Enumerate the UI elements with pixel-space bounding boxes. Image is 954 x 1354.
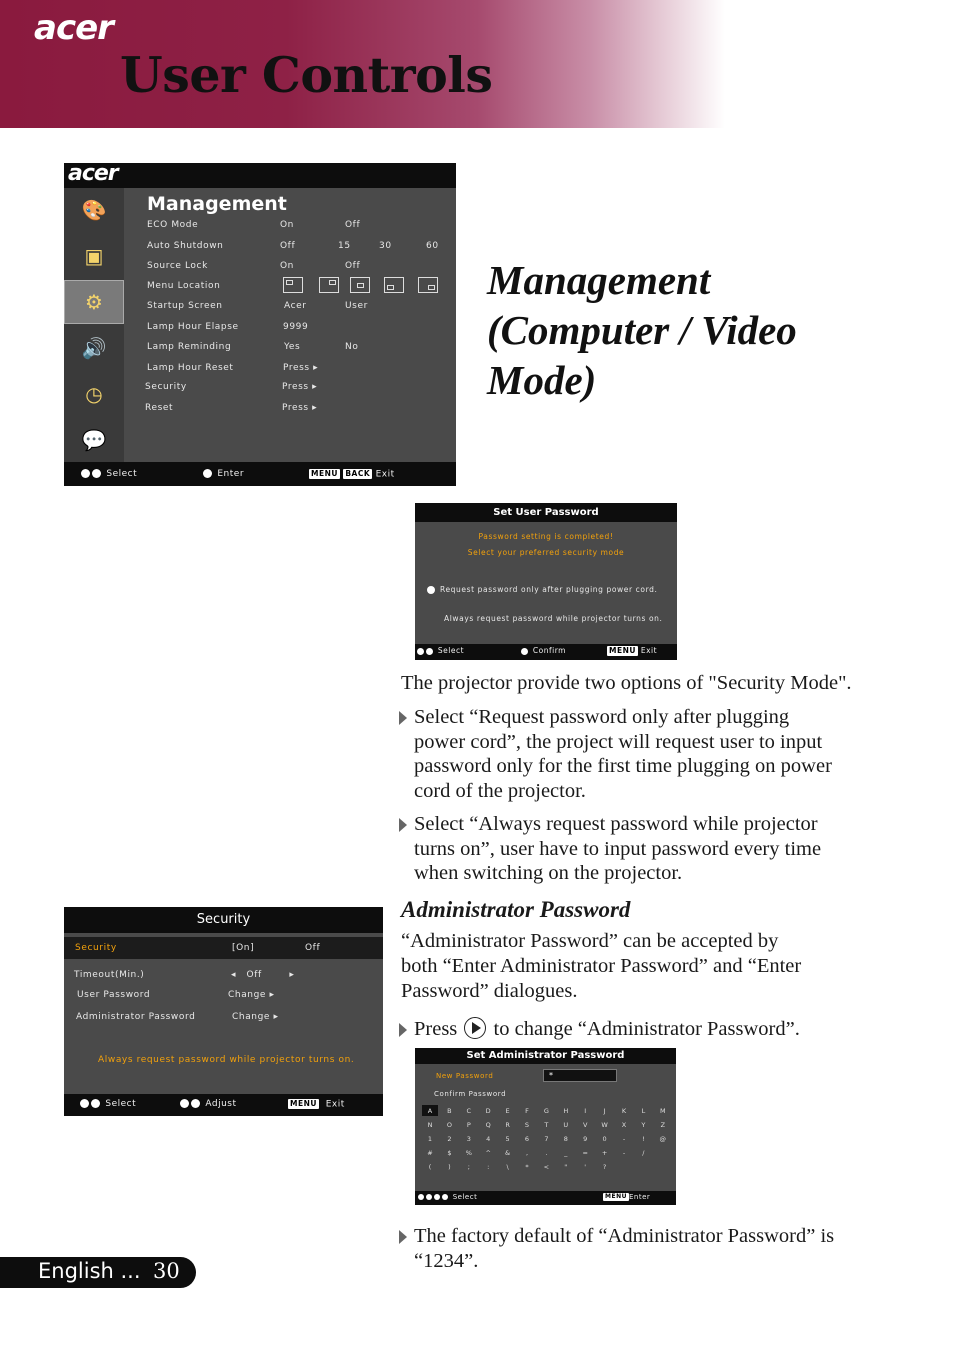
keyboard-key: " — [564, 1163, 568, 1171]
keyboard-key: ! — [642, 1135, 645, 1143]
row-lampreminding-yes: Yes — [284, 342, 301, 352]
keyboard-key: % — [465, 1149, 472, 1157]
row-autoshutdown-v2: 15 — [338, 241, 351, 251]
keyboard-key: 1 — [427, 1135, 433, 1143]
keyboard-key: L — [641, 1107, 646, 1115]
security-label: Security — [75, 943, 117, 953]
keyboard-key: I — [584, 1107, 587, 1115]
keyboard-key: W — [601, 1121, 608, 1129]
section-title: Management (Computer / Video Mode) — [487, 257, 797, 403]
security-osd — [64, 907, 383, 1116]
hint-enter: MENU Enter — [605, 1193, 651, 1201]
row-reset-press: Press ▸ — [282, 403, 318, 413]
nav-icon — [426, 1194, 432, 1200]
management-tools-icon: ⚙ — [64, 280, 124, 324]
row-autoshutdown-label: Auto Shutdown — [147, 241, 224, 251]
keyboard-key: J — [603, 1107, 606, 1115]
keyboard-key: H — [563, 1107, 569, 1115]
leftright-icon — [191, 1099, 200, 1108]
row-lampreminding-no: No — [345, 342, 359, 352]
nav-icon — [418, 1194, 424, 1200]
row-autoshutdown-v3: 30 — [379, 241, 392, 251]
keyboard-key: Y — [641, 1121, 646, 1129]
keyboard-key: O — [446, 1121, 452, 1129]
osd-title: Set User Password — [415, 503, 677, 522]
osd-top-bar — [64, 163, 456, 188]
keyboard-key: C — [466, 1107, 472, 1115]
security-off: Off — [305, 943, 321, 953]
osd-bottom-bar — [64, 462, 456, 486]
bullet-2: Select “Always request password while projector turns on”, user have to input password every time when switching on the projector. — [414, 813, 822, 884]
keyboard-key: & — [505, 1149, 511, 1157]
keyboard-key: 2 — [447, 1135, 452, 1143]
page-number: 30 — [153, 1259, 180, 1283]
keyboard-key: @ — [659, 1135, 667, 1143]
keyboard-key: U — [563, 1121, 569, 1129]
hint-exit: MENU Exit — [609, 646, 658, 655]
hint-select: Select — [81, 469, 137, 479]
keyboard-key: ( — [428, 1163, 432, 1171]
management-osd-screenshot — [64, 163, 456, 486]
osd-sidebar — [64, 188, 124, 462]
brand-logo: acer — [34, 8, 113, 48]
row-sourcelock-on: On — [280, 261, 294, 271]
keyboard-key: ^ — [485, 1149, 491, 1157]
row-eco-label: ECO Mode — [147, 220, 199, 230]
osd-brand-logo: acer — [68, 161, 118, 186]
speaker-icon: 🔊 — [81, 336, 107, 360]
hint-adjust: Adjust — [180, 1099, 237, 1109]
keyboard-key: 4 — [486, 1135, 491, 1143]
row-eco-on: On — [280, 220, 294, 230]
keyboard-key: . — [545, 1149, 548, 1157]
security-option-1: Request password only after plugging power cord. — [427, 585, 657, 594]
updown-icon — [80, 1099, 89, 1108]
keyboard-key: : — [487, 1163, 490, 1171]
keyboard-key: S — [524, 1121, 530, 1129]
intro-text: The projector provide two options of "Security Mode". — [401, 672, 852, 694]
keyboard-key: E — [505, 1107, 510, 1115]
keyboard-key: * — [525, 1163, 529, 1171]
keyboard-key: \ — [506, 1163, 509, 1171]
row-lampreset-label: Lamp Hour Reset — [147, 363, 234, 373]
menu-location-topleft-icon — [283, 277, 303, 293]
factory-default-note: The factory default of “Administrator Password” is “1234”. — [414, 1225, 835, 1272]
keyboard-key: Z — [660, 1121, 666, 1129]
keyboard-key: ; — [467, 1163, 470, 1171]
row-lampreset-press: Press ▸ — [283, 363, 319, 373]
hint-confirm: Confirm — [521, 646, 566, 655]
bullet-1: Select “Request password only after plugging power cord”, the project will request user to input password only for the first time plugging on power cord of the projector. — [414, 706, 832, 802]
keyboard-key: M — [659, 1107, 666, 1115]
user-password-change: Change ▸ — [228, 990, 275, 1000]
keyboard-key: 5 — [505, 1135, 510, 1143]
picture-icon: ▣ — [84, 244, 104, 268]
admin-password-change: Change ▸ — [232, 1012, 279, 1022]
admin-password-label: Administrator Password — [76, 1012, 196, 1022]
timeout-value: ◂ Off ▸ — [231, 970, 295, 980]
keyboard-key: $ — [447, 1149, 452, 1157]
keyboard-key: - — [622, 1149, 626, 1157]
keyboard-key: 0 — [602, 1135, 607, 1143]
page-title: User Controls — [120, 46, 493, 104]
hint-select: Select — [418, 1193, 477, 1201]
keyboard-key: D — [485, 1107, 491, 1115]
row-sourcelock-off: Off — [345, 261, 361, 271]
row-startup-acer: Acer — [284, 301, 307, 311]
right-icon — [203, 469, 212, 478]
keyboard-key: 3 — [466, 1135, 471, 1143]
bullet-arrow-icon — [399, 711, 407, 725]
keyboard-key: B — [447, 1107, 452, 1115]
keyboard-key: X — [621, 1121, 627, 1129]
row-reset-label: Reset — [145, 403, 174, 413]
osd-bottom-bar — [415, 1191, 676, 1205]
select-mode-msg: Select your preferred security mode — [467, 548, 625, 557]
admin-press-instruction: Press to change “Administrator Password”. — [414, 1018, 800, 1040]
keyboard-key: A — [427, 1107, 433, 1115]
menu-location-center-icon — [350, 277, 370, 293]
hint-exit: MENU BACK Exit — [311, 469, 395, 480]
admin-paragraph: “Administrator Password” can be accepted by both “Enter Administrator Password” and “Enter Password” dialogues. — [401, 930, 802, 1002]
keyboard-key: N — [427, 1121, 433, 1129]
new-password-field: * — [543, 1069, 617, 1082]
keyboard-key: T — [544, 1121, 549, 1129]
row-lampelapse-value: 9999 — [283, 322, 309, 332]
osd-title: Set Administrator Password — [415, 1048, 676, 1064]
set-user-password-osd — [415, 503, 677, 660]
row-eco-off: Off — [345, 220, 361, 230]
user-password-label: User Password — [77, 990, 151, 1000]
right-icon — [521, 648, 528, 655]
keyboard-key: _ — [564, 1149, 568, 1157]
row-lampelapse-label: Lamp Hour Elapse — [147, 322, 239, 332]
nav-icon — [442, 1194, 448, 1200]
keyboard-key: R — [505, 1121, 510, 1129]
language-icon: 💬 — [81, 428, 107, 452]
nav-icon — [434, 1194, 440, 1200]
leftright-icon — [180, 1099, 189, 1108]
updown-icon — [91, 1099, 100, 1108]
osd-bottom-bar — [415, 644, 677, 660]
keyboard-key: / — [642, 1149, 645, 1157]
keyboard-key: = — [582, 1149, 588, 1157]
hint-select: Select — [417, 646, 464, 655]
security-note: Always request password while projector turns on. — [98, 1055, 355, 1065]
bullet-arrow-icon — [399, 1230, 407, 1244]
updown-icon — [417, 648, 424, 655]
security-option-2: Always request password while projector turns on. — [444, 614, 663, 623]
keyboard-key: 6 — [524, 1135, 530, 1143]
updown-icon — [426, 648, 433, 655]
security-selected-row — [64, 937, 383, 959]
osd-heading: Management — [147, 193, 287, 215]
hint-exit: MENU Exit — [290, 1099, 345, 1110]
keyboard-key: ? — [602, 1163, 607, 1171]
updown-icon — [92, 469, 101, 478]
keyboard-key: Q — [485, 1121, 491, 1129]
keyboard-key: < — [543, 1163, 550, 1171]
keyboard-key: # — [427, 1149, 433, 1157]
keyboard-key: + — [601, 1149, 608, 1157]
bullet-arrow-icon — [399, 1023, 407, 1037]
row-security-label: Security — [145, 382, 187, 392]
set-admin-password-osd — [415, 1048, 676, 1205]
menu-location-topright-icon — [319, 277, 339, 293]
keyboard-key: , — [525, 1149, 529, 1157]
menu-location-bottomleft-icon — [384, 277, 404, 293]
footer-language: English ... — [38, 1259, 141, 1283]
row-startup-label: Startup Screen — [147, 301, 223, 311]
row-autoshutdown-v1: Off — [280, 241, 296, 251]
row-menulocation-label: Menu Location — [147, 281, 221, 291]
osd-title: Security — [64, 907, 383, 933]
admin-section-title: Administrator Password — [401, 897, 631, 922]
hint-enter: Enter — [203, 469, 244, 479]
keyboard-key: 9 — [583, 1135, 588, 1143]
new-password-label: New Password — [436, 1072, 494, 1080]
keyboard-key: K — [621, 1107, 627, 1115]
timeout-label: Timeout(Min.) — [74, 970, 145, 980]
confirm-password-label: Confirm Password — [434, 1090, 507, 1098]
keyboard-key: G — [543, 1107, 549, 1115]
keyboard-key: V — [582, 1121, 588, 1129]
row-lampreminding-label: Lamp Reminding — [147, 342, 232, 352]
password-complete-msg: Password setting is completed! — [478, 532, 614, 541]
row-sourcelock-label: Source Lock — [147, 261, 208, 271]
color-palette-icon: 🎨 — [81, 198, 107, 222]
keyboard-key: - — [622, 1135, 626, 1143]
row-security-press: Press ▸ — [282, 382, 318, 392]
right-button-icon — [464, 1017, 486, 1039]
hint-select: Select — [80, 1099, 136, 1109]
row-startup-user: User — [345, 301, 368, 311]
osd-bottom-bar — [64, 1094, 383, 1116]
menu-location-bottomright-icon — [418, 277, 438, 293]
checkmark-icon — [427, 586, 435, 594]
timer-icon: ◷ — [85, 382, 103, 406]
row-autoshutdown-v4: 60 — [426, 241, 439, 251]
keyboard-key: 7 — [544, 1135, 549, 1143]
keyboard-key: F — [525, 1107, 529, 1115]
keyboard-key: ) — [448, 1163, 451, 1171]
bullet-arrow-icon — [399, 818, 407, 832]
keyboard-key: P — [466, 1121, 471, 1129]
keyboard-key: ' — [584, 1163, 587, 1171]
keyboard-key: 8 — [563, 1135, 568, 1143]
security-on: [On] — [232, 943, 255, 953]
updown-icon — [81, 469, 90, 478]
page-footer — [0, 1257, 196, 1288]
